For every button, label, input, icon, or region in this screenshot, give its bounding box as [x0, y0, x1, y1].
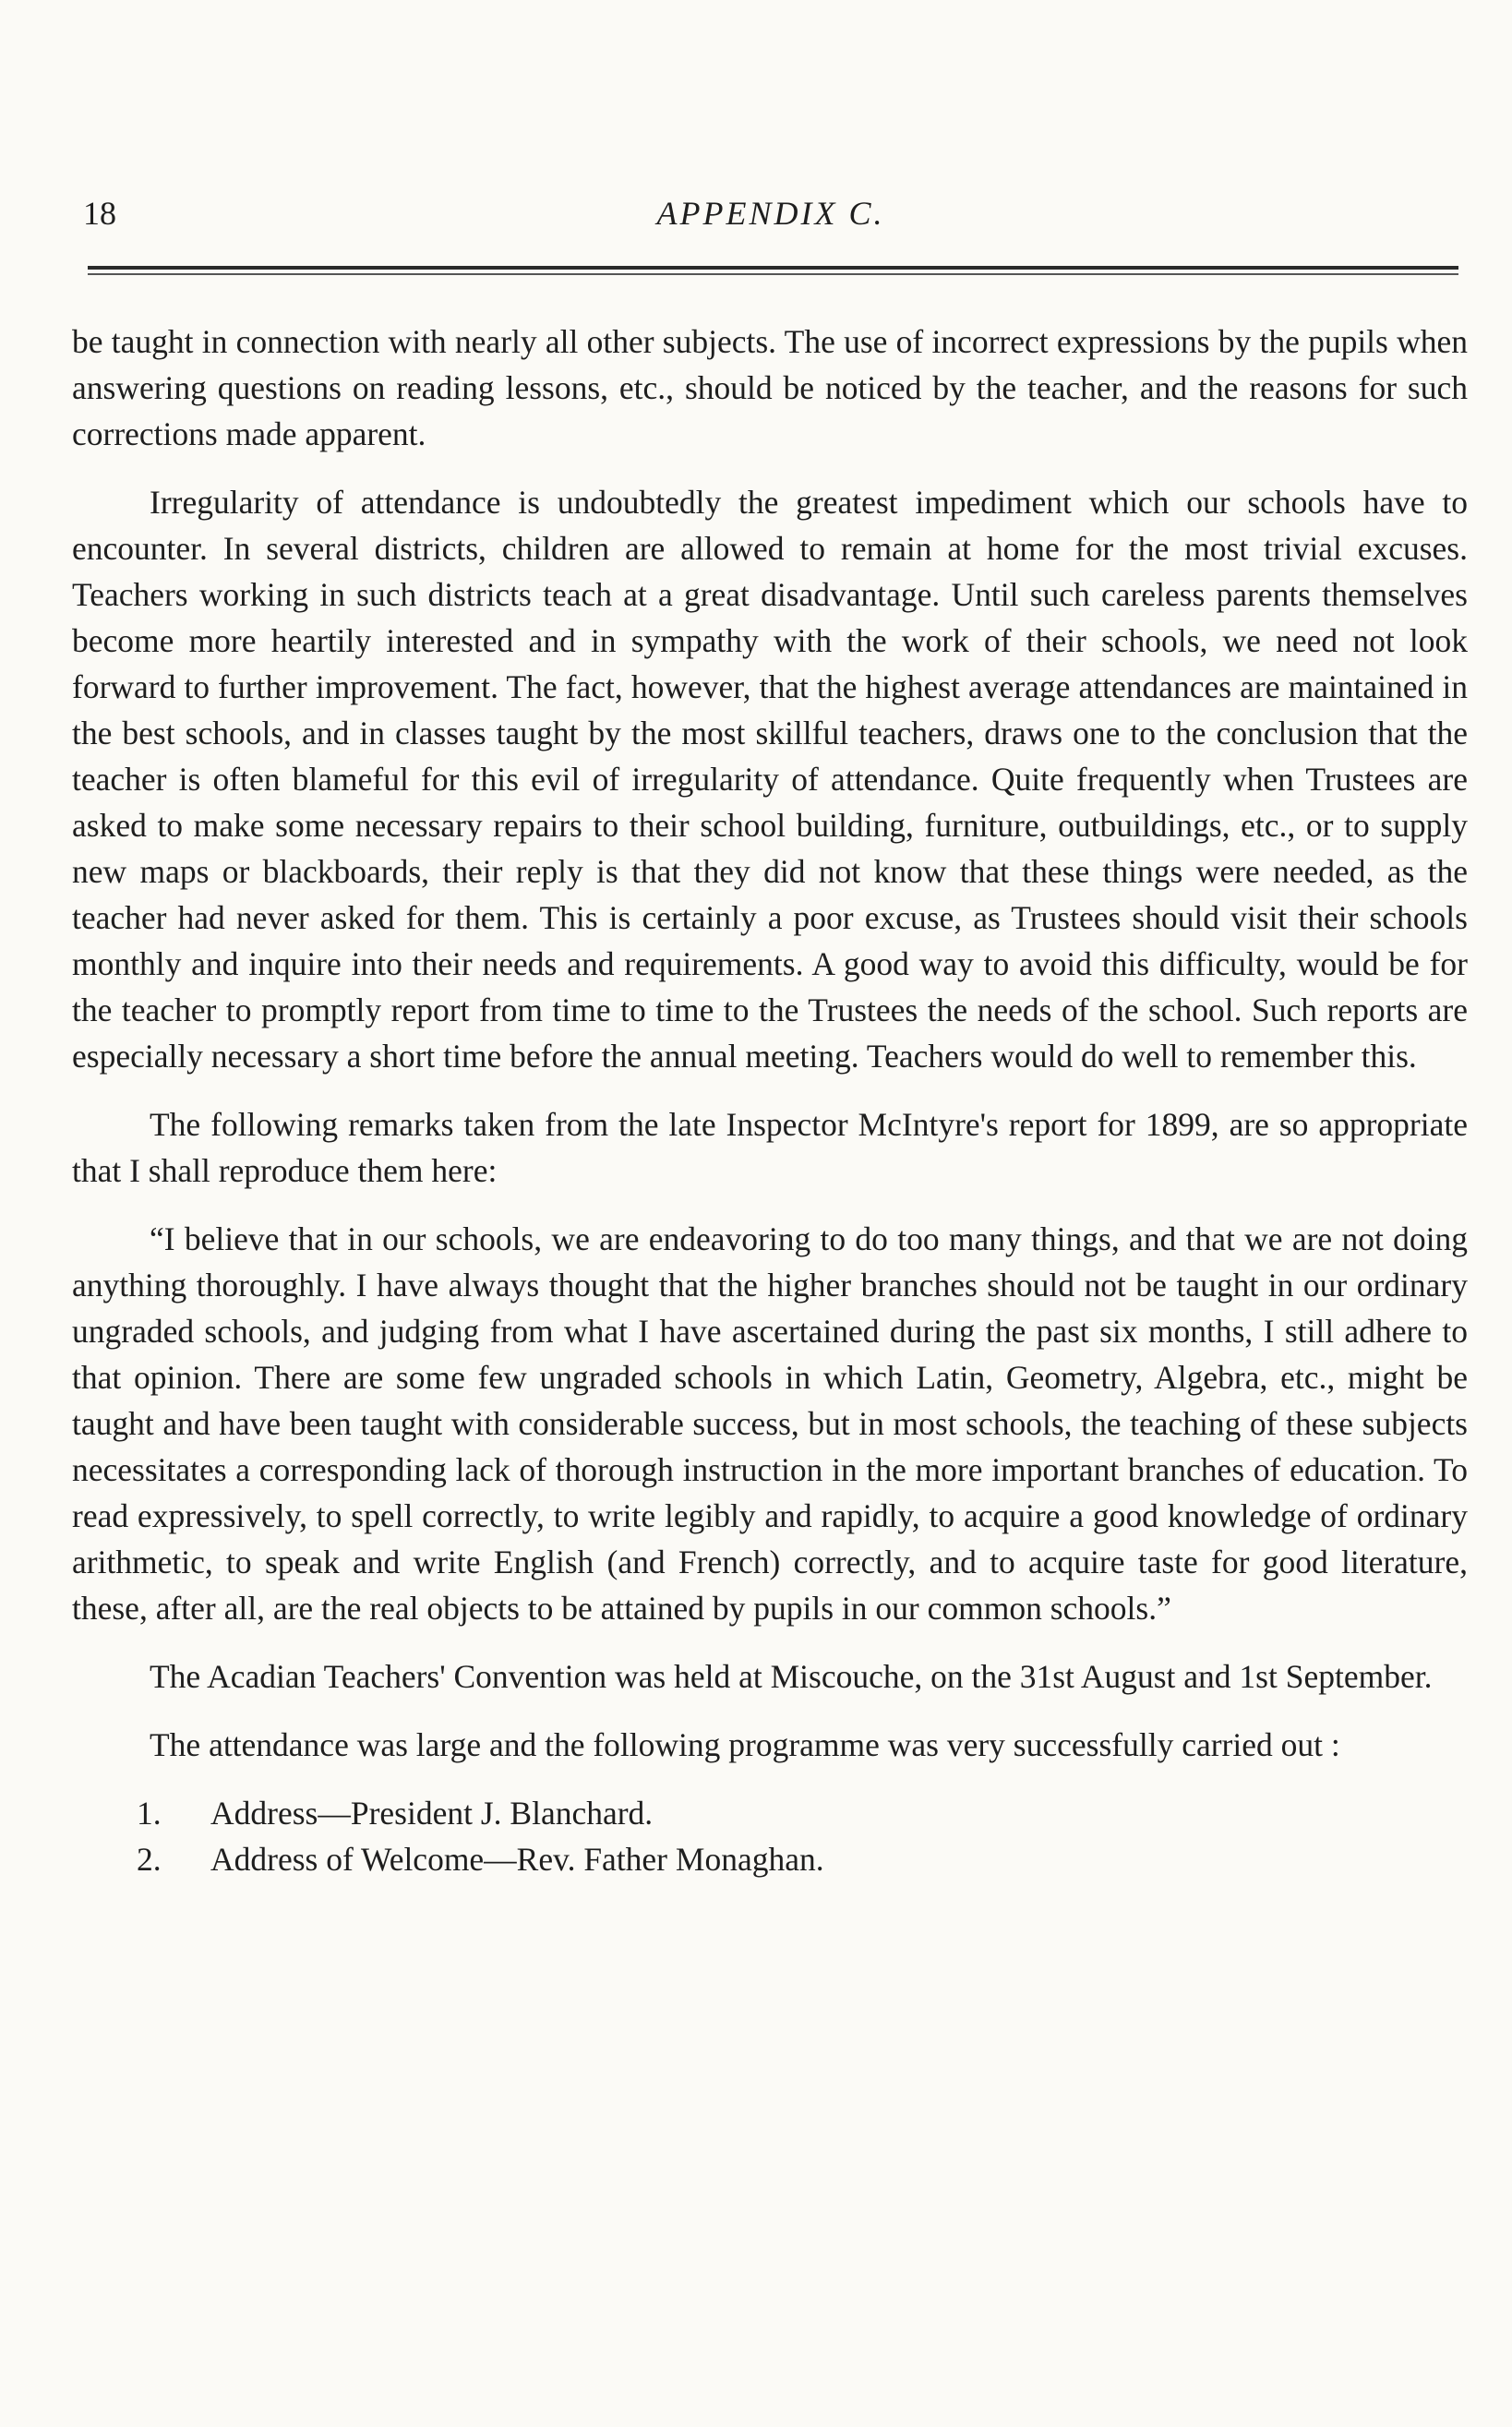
- paragraph-quotation: “I believe that in our schools, we are endeavoring to do too many things, and that we are not doing anything thoroughly. I have always thought that the higher branches should not be taught in our ordinary ungraded schools, and judging from what I have ascertained during the past six months, I still adhere to that opinion. There are some few ungraded schools in which Latin, Geometry, Algebra, etc., might be taught and have been taught with considerable success, but in most schools, the teaching of these subjects necessitates a corresponding lack of thorough instruction in the more important branches of education. To read expressively, to spell correctly, to write legibly and rapidly, to acquire a good knowledge of ordinary arithmetic, to speak and write English (and French) correctly, and to acquire taste for good literature, these, after all, are the real objects to be attained by pupils in our common schools.”: [72, 1220, 1468, 1627]
- paragraph-remarks-intro: The following remarks taken from the late Inspector McIntyre's report for 1899, are so appropriate that I shall reproduce them here:: [72, 1106, 1468, 1189]
- list-item-number: 2.: [137, 1841, 162, 1878]
- page-header: [83, 194, 1458, 249]
- header-rule: [88, 266, 1458, 270]
- body-text: [72, 318, 1468, 1882]
- paragraph-programme-intro: The attendance was large and the following programme was very successfully carried out :: [150, 1726, 1340, 1763]
- paragraph-continued: be taught in connection with nearly all other subjects. The use of incorrect expressions by the pupils when answering questions on reading lessons, etc., should be noticed by the teacher, and the reasons for such corrections made apparent.: [72, 323, 1468, 452]
- list-item: [72, 1790, 1468, 1836]
- page-number: 18: [83, 195, 116, 232]
- list-item-text: Address—President J. Blanchard.: [210, 1795, 654, 1832]
- paragraph-convention: The Acadian Teachers' Convention was held at Miscouche, on the 31st August and 1st September.: [150, 1658, 1433, 1695]
- programme-list: [72, 1790, 1468, 1882]
- list-item-text: Address of Welcome—Rev. Father Monaghan.: [210, 1841, 824, 1878]
- list-item: [72, 1836, 1468, 1882]
- running-head: APPENDIX C.: [656, 195, 885, 232]
- paragraph-irregularity: Irregularity of attendance is undoubtedly the greatest impediment which our schools have to encounter. In several districts, children are allowed to remain at home for the most trivial excuses. Teachers working in such districts teach at a great disadvantage. Until such careless parents themselves become more heartily interested and in sympathy with the work of their schools, we need not look forward to further improvement. The fact, however, that the highest average attendances are maintained in the best schools, and in classes taught by the most skillful teachers, draws one to the conclusion that the teacher is often blameful for this evil of irregularity of attendance. Quite frequently when Trustees are asked to make some necessary repairs to their school building, furniture, outbuildings, etc., or to supply new maps or blackboards, their reply is that they did not know that these things were needed, as the teacher had never asked for them. This is certainly a poor excuse, as Trustees should visit their schools monthly and inquire into their needs and requirements. A good way to avoid this difficulty, would be for the teacher to promptly report from time to time to the Trustees the needs of the school. Such reports are especially necessary a short time before the annual meeting. Teachers would do well to remember this.: [72, 484, 1468, 1075]
- header-rule-thin: [88, 273, 1458, 275]
- list-item-number: 1.: [137, 1795, 162, 1832]
